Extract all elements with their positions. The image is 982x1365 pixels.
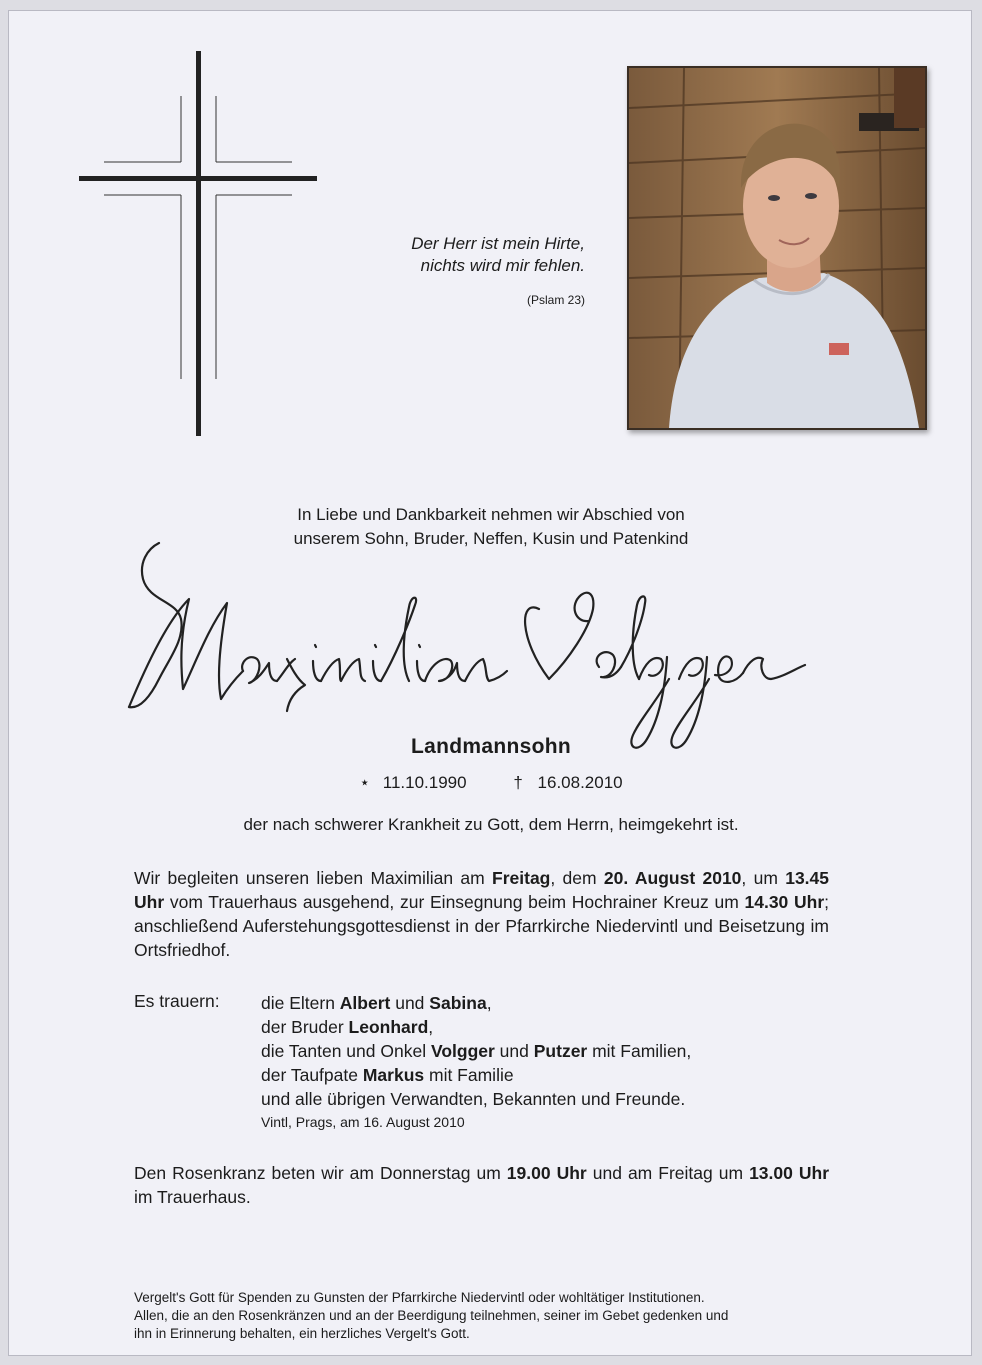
star-icon: ⋆ [359,773,371,792]
funeral-text: , dem [550,868,604,888]
quote-source: (Pslam 23) [526,293,585,307]
funeral-text: Wir begleiten unseren lieben Maximilian am [134,868,493,888]
deceased-title: Landmannsohn [411,735,571,758]
rosary-details: Den Rosenkranz beten wir am Donnerstag um 19.00 Uhr und am Freitag um 13.00 Uhr im Trauerhaus. [134,1163,830,1207]
thanks-footer [134,1289,844,1343]
funeral-text: , um [741,868,786,888]
cross-icon [79,51,329,436]
rosary-time-thursday: 19.00 Uhr [506,1163,587,1183]
mourner-line: die Eltern Albert und Sabina, [261,993,492,1013]
mourner-line: der Bruder Leonhard, [261,1017,434,1037]
rosary-time-friday: 13.00 Uhr [749,1163,830,1183]
life-dates [9,773,973,793]
passing-statement: der nach schwerer Krankheit zu Gott, dem Herrn, heimgekehrt ist. [243,815,739,834]
departure-time: 13.45 Uhr [134,868,830,912]
intro-line-2: unserem Sohn, Bruder, Neffen, Kusin und Patenkind [293,529,689,548]
dagger-icon: † [513,773,523,792]
mourners-label: Es trauern: [134,991,220,1011]
mourner-line: und alle übrigen Verwandten, Bekannten und Freunde. [261,1089,686,1109]
funeral-day: Freitag [492,868,551,888]
footer-line-2: Allen, die an den Rosenkränzen und an der Beerdigung teilnehmen, seiner im Gebet gedenken und [134,1308,729,1323]
psalm-quote [309,233,585,277]
death-date: 16.08.2010 [537,773,623,792]
quote-line-1: Der Herr ist mein Hirte, [411,234,585,253]
obituary-sheet [8,10,972,1356]
mourner-line: die Tanten und Onkel Volgger und Putzer mit Familien, [261,1041,692,1061]
intro-line-1: In Liebe und Dankbarkeit nehmen wir Abschied von [297,505,685,524]
quote-line-2: nichts wird mir fehlen. [420,256,585,275]
funeral-details [134,866,829,962]
footer-line-3: ihn in Erinnerung behalten, ein herzliches Vergelt's Gott. [134,1326,470,1341]
portrait-photo [627,66,927,430]
mourners-list [261,991,691,1111]
blessing-time: 14.30 Uhr [744,892,825,912]
funeral-text: vom Trauerhaus ausgehend, zur Einsegnung beim Hochrainer Kreuz um [164,892,745,912]
name-calligraphy [119,539,859,761]
funeral-date: 20. August 2010 [603,868,742,888]
funeral-text: ; anschließend Auferstehungsgottesdienst in der Pfarrkirche Niedervintl und Beisetzung im Ortsfriedhof. [134,892,830,960]
place-and-date: Vintl, Prags, am 16. August 2010 [261,1114,465,1130]
mourner-line: der Taufpate Markus mit Familie [261,1065,514,1085]
birth-date: 11.10.1990 [382,773,467,792]
footer-line-1: Vergelt's Gott für Spenden zu Gunsten der Pfarrkirche Niedervintl oder wohltätiger Institutionen. [134,1290,705,1305]
